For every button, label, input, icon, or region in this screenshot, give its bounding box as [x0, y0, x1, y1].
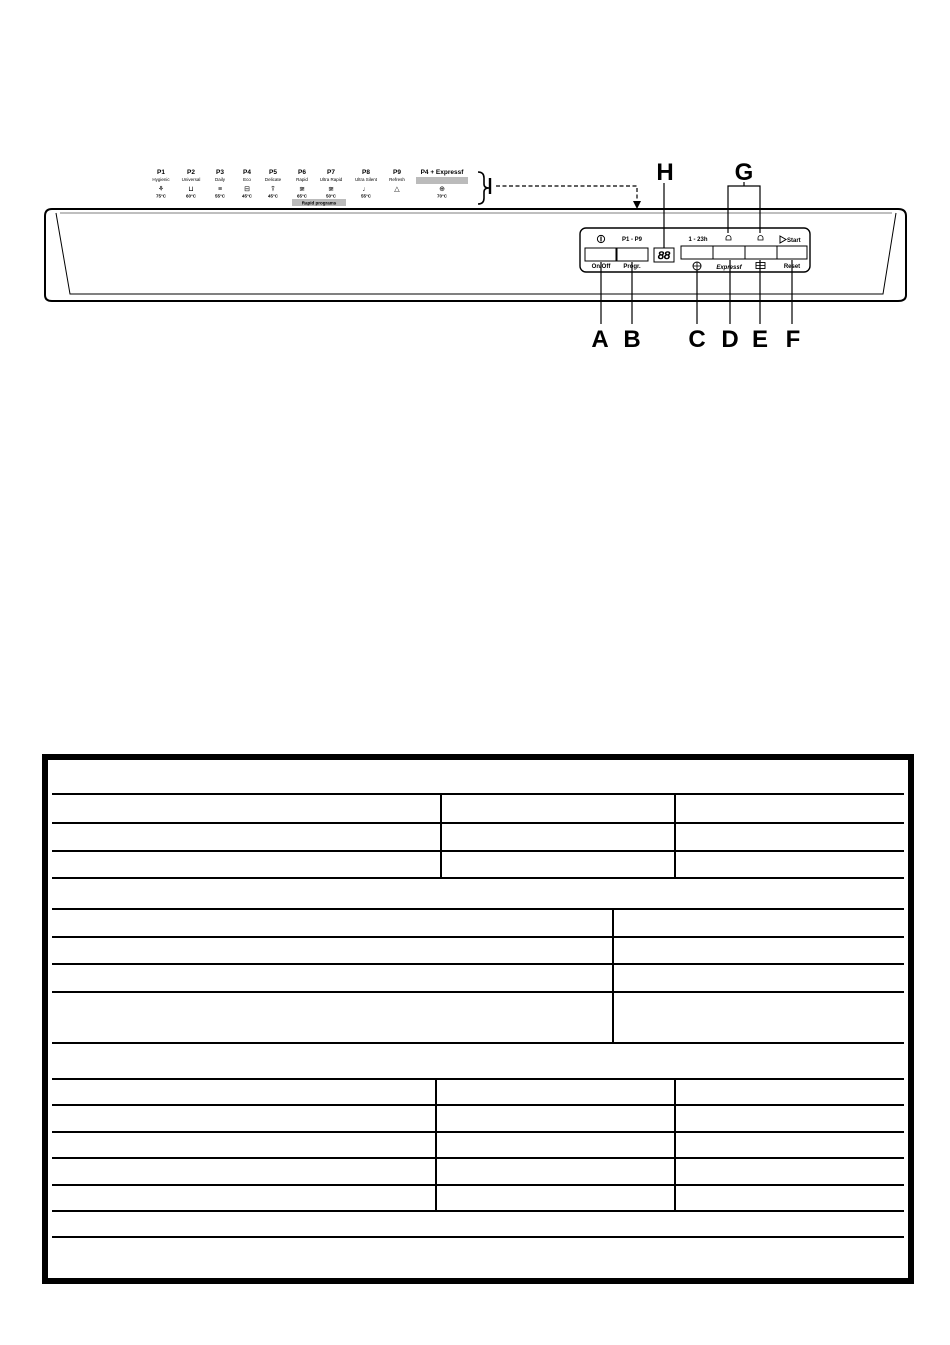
table-row: [52, 1078, 904, 1104]
table-row: [52, 1131, 904, 1157]
program-column-6: [296, 169, 308, 199]
callout-d: D: [721, 326, 739, 353]
table-cell: [612, 938, 904, 963]
half-load-button[interactable]: [745, 246, 777, 259]
table-cell: [52, 993, 612, 1042]
table-row: [52, 1236, 904, 1278]
table-cell: [435, 1106, 674, 1131]
table-cell: [52, 824, 440, 850]
callout-c: C: [688, 326, 706, 353]
legend-pointer-line: [496, 186, 637, 202]
table-row: [52, 760, 904, 793]
program-name: Rapid: [296, 177, 308, 182]
legend-pointer-arrow: [633, 201, 641, 209]
table-row: [52, 1042, 904, 1078]
table-row: [52, 1184, 904, 1210]
program-name: Eco: [243, 177, 251, 182]
delicate-glass-icon: ⍒: [270, 186, 276, 193]
table-cell: [52, 1238, 904, 1278]
control-cluster: [580, 228, 810, 272]
program-name: Daily: [214, 177, 226, 182]
table-cell: [440, 795, 674, 822]
program-number: P2: [187, 169, 195, 176]
table-cell: [674, 1186, 904, 1210]
program-temperature: 45°C: [267, 193, 279, 199]
program-name: Hygienic: [152, 177, 170, 182]
table-cell: [435, 1186, 674, 1210]
table-row: [52, 1157, 904, 1184]
table-cell: [52, 965, 612, 991]
table-row: [52, 877, 904, 908]
program-name: Ultra Silent: [354, 177, 378, 182]
rapid-icon: ≆: [299, 186, 305, 193]
table-cell: [612, 910, 904, 936]
table-cell: [52, 1212, 904, 1236]
express-button[interactable]: [713, 246, 745, 259]
delay-clock-icon: [693, 262, 701, 270]
ultra-silent-icon: ♩: [362, 186, 370, 193]
table-cell: [674, 1133, 904, 1157]
on-off-label: On/Off: [591, 264, 611, 270]
table-cell: [52, 1106, 435, 1131]
table-cell: [612, 965, 904, 991]
program-column-1: [152, 169, 170, 199]
table-cell: [52, 760, 904, 793]
table-cell: [612, 993, 904, 1042]
table-cell: [674, 852, 904, 877]
program-number: P7: [327, 169, 335, 176]
table-cell: [674, 795, 904, 822]
legend-brace: [478, 172, 489, 204]
program-number: P1: [157, 169, 165, 176]
table-cell: [52, 938, 612, 963]
table-cell: [52, 1186, 435, 1210]
callout-a: A: [591, 326, 609, 353]
program-temperature: 60°C: [185, 193, 197, 199]
delay-timer-button[interactable]: [681, 246, 713, 259]
progr-label: Progr.: [623, 264, 641, 270]
dishwasher-cleaner-icon: ⊕: [439, 186, 445, 193]
table-cell: [435, 1133, 674, 1157]
program-column-7: [320, 169, 343, 199]
table-row: [52, 850, 904, 877]
start-label: Start: [787, 238, 801, 244]
program-temperature: 65°C: [296, 193, 308, 199]
table-cell: [52, 879, 904, 908]
table-cell: [440, 824, 674, 850]
table-cell: [52, 1080, 435, 1104]
daily-dishes-icon: ≡: [217, 186, 223, 193]
program-temperature: 55°C: [214, 193, 226, 199]
program-temperature: 75°C: [155, 193, 167, 199]
table-row: [52, 991, 904, 1042]
program-legend: [152, 169, 641, 209]
table-cell: [674, 1159, 904, 1184]
table-row: [52, 1104, 904, 1131]
callout-f: F: [785, 326, 801, 353]
table-cell: [674, 824, 904, 850]
program-number: P4: [243, 169, 251, 176]
program-number: P6: [298, 169, 306, 176]
program-column-5: [265, 169, 282, 199]
table-cell: [52, 910, 612, 936]
program-temperature: 70°C: [436, 193, 448, 199]
table-cell: [52, 1133, 435, 1157]
table-row: [52, 822, 904, 850]
display-digits: 88: [657, 250, 671, 262]
program-number: P4 + Expressf: [420, 169, 464, 176]
program-column-8: [355, 169, 378, 199]
program-column-9: [389, 169, 405, 193]
table-cell: [52, 795, 440, 822]
program-name: Refresh: [389, 177, 405, 182]
callout-h: H: [656, 159, 674, 186]
program-number: P3: [216, 169, 224, 176]
express-logo-label: Expressf: [716, 265, 742, 271]
table-cell: [52, 852, 440, 877]
table-row: [52, 908, 904, 936]
hygienic-icon: ⚘: [157, 186, 165, 193]
program-number: P5: [269, 169, 277, 176]
program-button[interactable]: [617, 248, 648, 261]
on-off-button[interactable]: [585, 248, 616, 261]
ultra-rapid-icon: ≆: [328, 186, 334, 193]
delay-range-label: 1 - 23h: [688, 237, 708, 243]
callout-b: B: [623, 326, 641, 353]
program-number: P8: [362, 169, 370, 176]
program-name: Delicate: [264, 177, 282, 182]
table-cell: [52, 1159, 435, 1184]
table-cell: [674, 1106, 904, 1131]
program-column-3: [215, 169, 226, 199]
callout-e: E: [751, 326, 769, 353]
table-row: [52, 1210, 904, 1236]
table-cell: [435, 1080, 674, 1104]
program-range-label: P1 - P9: [621, 237, 643, 243]
program-temperature: 55°C: [360, 193, 372, 199]
table-cell: [435, 1159, 674, 1184]
table-cell: [674, 1080, 904, 1104]
program-temperature: 45°C: [241, 193, 253, 199]
reset-label: Reset: [783, 264, 801, 270]
table-row: [52, 936, 904, 963]
callout-g: G: [734, 159, 754, 186]
program-number: P9: [393, 169, 401, 176]
legend-table: [42, 754, 914, 1284]
table-row: [52, 963, 904, 991]
table-row: [52, 793, 904, 822]
eco-icon: ⊟: [244, 186, 250, 193]
refresh-icon: △: [394, 186, 400, 193]
program-temperature: 50°C: [325, 193, 337, 199]
program-column-2: [182, 169, 201, 199]
program-name: Ultra Rapid: [319, 177, 343, 182]
dishwasher-cleaner-band: [416, 177, 468, 184]
program-name: Universal: [181, 177, 201, 182]
start-reset-button[interactable]: [777, 246, 807, 259]
rapid-programs-label: Rapid programs: [301, 200, 337, 206]
program-column-4: [242, 169, 253, 199]
table-cell: [52, 1044, 904, 1078]
table-cell: [440, 852, 674, 877]
universal-pot-icon: ⊔: [188, 186, 194, 193]
